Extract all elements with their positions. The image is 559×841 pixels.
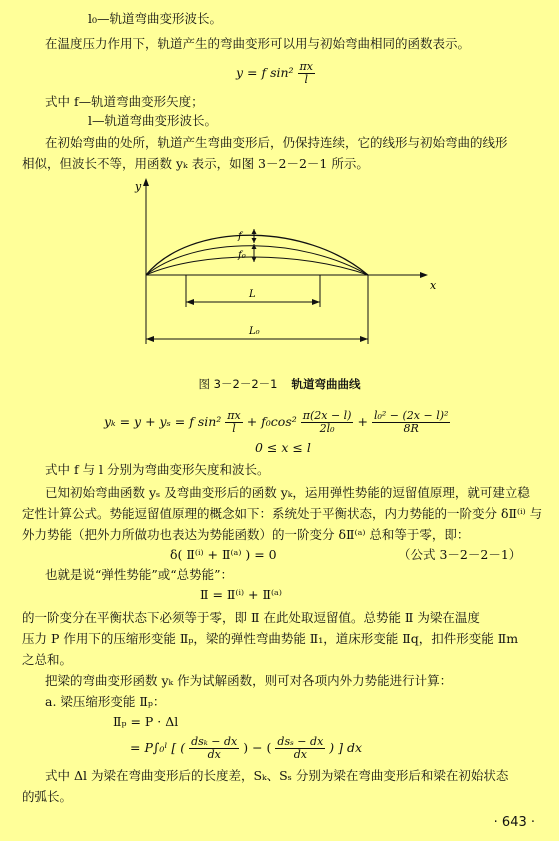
- page-number: · 643 ·: [493, 815, 535, 830]
- equation-2-f1-num: πx: [227, 409, 241, 422]
- equation-2: [104, 410, 450, 435]
- label-f: f: [238, 231, 242, 242]
- equation-2-fraction-2: [301, 410, 354, 435]
- where-f: 式中 f—轨道弯曲变形矢度；: [45, 94, 204, 109]
- equation-2-fraction-3: [372, 410, 450, 435]
- equation-2-f3-den: 8R: [403, 422, 419, 435]
- where-l: l—轨道弯曲变形波长。: [88, 113, 217, 128]
- y-axis-arrow: [143, 178, 149, 186]
- f-arrow-up: [252, 229, 257, 234]
- equation-1-denominator: l: [304, 73, 309, 86]
- equation-3: δ( Ⅱ⁽ⁱ⁾ + Ⅱ⁽ᵃ⁾ ) = 0: [170, 547, 277, 562]
- l0-arrow-left: [146, 336, 154, 342]
- equation-2-fraction-1: [225, 410, 242, 435]
- label-L: L: [249, 289, 256, 300]
- paragraph-8b: 的弧长。: [22, 789, 73, 804]
- label-L0: L₀: [249, 326, 260, 337]
- paragraph-7: a. 梁压缩形变能 Ⅱₚ：: [45, 694, 166, 709]
- equation-3-tag: （公式 3－2－2－1）: [398, 547, 522, 562]
- equation-6: [130, 736, 362, 761]
- f0-arrow-down: [252, 257, 257, 262]
- deformed-curve: [146, 235, 368, 275]
- equation-4: Ⅱ = Ⅱ⁽ⁱ⁾ + Ⅱ⁽ᵃ⁾: [200, 587, 282, 602]
- equation-6-f1-num: dsₖ − dx: [191, 735, 238, 748]
- track-curve-figure: [0, 0, 559, 370]
- paragraph-4: 也就是说“弹性势能”或“总势能”：: [45, 567, 234, 582]
- paragraph-5b: 压力 P 作用下的压缩形变能 Ⅱₚ，梁的弹性弯曲势能 Ⅱ₁，道床形变能 Ⅱq，扣件形变能 Ⅱm: [22, 631, 519, 646]
- equation-6-f1-den: dx: [207, 748, 221, 761]
- l-arrow-left: [186, 299, 194, 305]
- y-axis-label: y: [135, 180, 142, 193]
- paragraph-initial-a: 在初始弯曲的处所，轨道产生弯曲变形后，仍保持连续，它的线形与初始弯曲的线形: [45, 135, 508, 150]
- equation-1-lhs: y = f sin²: [236, 65, 294, 80]
- equation-2-f2-den: 2l₀: [319, 422, 335, 435]
- x-axis-label: x: [430, 279, 437, 292]
- equation-6-fraction-1: [189, 736, 239, 761]
- equation-2-range: 0 ≤ x ≤ l: [255, 440, 311, 455]
- f0-arrow-up: [252, 244, 257, 249]
- l0-arrow-right: [360, 336, 368, 342]
- equation-2-lhs: yₖ = y + yₛ = f sin²: [104, 414, 222, 429]
- paragraph-6: 把梁的弯曲变形函数 yₖ 作为试解函数，则可对各项内外力势能进行计算：: [45, 673, 453, 688]
- equation-6-lhs: = P∫₀ˡ [ (: [130, 740, 186, 755]
- figure-caption: [0, 376, 559, 392]
- paragraph-5c: 之总和。: [22, 652, 73, 667]
- equation-2-f1-den: l: [232, 422, 236, 435]
- paragraph-initial-b: 相似，但波长不等，用函数 yₖ 表示，如图 3－2－2－1 所示。: [22, 156, 369, 171]
- equation-1-numerator: πx: [299, 60, 313, 73]
- paragraph-temperature: 在温度压力作用下，轨道产生的弯曲变形可以用与初始弯曲相同的函数表示。: [45, 36, 471, 51]
- paragraph-5a: 的一阶变分在平衡状态下必须等于零，即 Ⅱ 在此处取逗留值。总势能 Ⅱ 为梁在温度: [22, 610, 480, 625]
- paragraph-3a: 已知初始弯曲函数 yₛ 及弯曲变形后的函数 yₖ，运用弹性势能的逗留值原理，就可建立稳: [45, 485, 530, 500]
- equation-6-rhs: ) ] dx: [329, 740, 363, 755]
- equation-6-mid: ) − (: [243, 740, 272, 755]
- x-axis-arrow: [420, 272, 428, 278]
- equation-6-fraction-2: [275, 736, 325, 761]
- f-arrow-down: [252, 238, 257, 243]
- where-f-l: 式中 f 与 l 分别为弯曲变形矢度和波长。: [45, 462, 270, 477]
- equation-2-plus: +: [357, 414, 368, 429]
- equation-6-f2-den: dx: [293, 748, 307, 761]
- label-f0: f₀: [238, 250, 246, 261]
- paragraph-8a: 式中 Δl 为梁在弯曲变形后的长度差，Sₖ、Sₛ 分别为梁在弯曲变形后和梁在初始状态: [45, 768, 509, 783]
- l0-definition: l₀—轨道弯曲变形波长。: [88, 11, 223, 26]
- paragraph-3c: 外力势能（把外力所做功也表达为势能函数）的一阶变分 δⅡ⁽ᵃ⁾ 总和等于零，即：: [22, 527, 470, 542]
- caption-title: 轨道弯曲曲线: [291, 377, 361, 391]
- caption-number: 图 3－2－2－1: [198, 377, 278, 391]
- equation-2-f3-num: l₀² − (2x − l)²: [373, 409, 449, 422]
- equation-6-f2-num: dsₛ − dx: [277, 735, 324, 748]
- equation-2-mid: + f₀cos²: [246, 414, 297, 429]
- equation-2-f2-num: π(2x − l): [302, 409, 352, 422]
- equation-5: Ⅱₚ = P · Δl: [113, 714, 179, 729]
- paragraph-3b: 定性计算公式。势能逗留值原理的概念如下：系统处于平衡状态，内力势能的一阶变分 δⅡ⁽ⁱ⁾ 与: [22, 506, 543, 521]
- l-arrow-right: [312, 299, 320, 305]
